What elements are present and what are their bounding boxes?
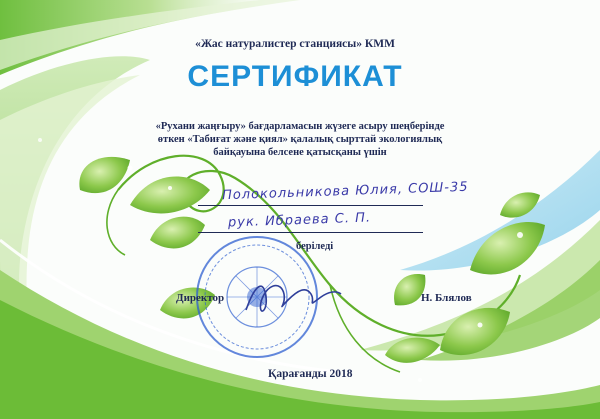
supervisor-underline bbox=[198, 232, 423, 233]
organization-name: «Жас натуралистер станциясы» КММ bbox=[195, 38, 395, 50]
certificate-title: СЕРТИФИКАТ bbox=[187, 60, 403, 93]
description-line: «Рухани жаңғыру» бағдарламасын жүзеге асыру шеңберінде bbox=[155, 121, 445, 132]
description-line: өткен «Табиғат және қиял» қалалық сырттай экологиялық bbox=[157, 134, 443, 145]
recipient-handwritten: Полокольникова Юлия, СОШ-35 bbox=[221, 179, 469, 204]
director-label: Директор bbox=[176, 292, 225, 304]
supervisor-handwritten: рук. Ибраева С. П. bbox=[227, 210, 372, 231]
recipient-underline bbox=[198, 205, 423, 206]
city-year: Қарағанды 2018 bbox=[268, 368, 353, 380]
given-label: беріледі bbox=[296, 241, 334, 252]
certificate-description bbox=[140, 120, 460, 159]
director-name: Н. Блялов bbox=[421, 292, 472, 304]
description-line: байқауына белсене қатысқаны үшін bbox=[213, 147, 387, 158]
